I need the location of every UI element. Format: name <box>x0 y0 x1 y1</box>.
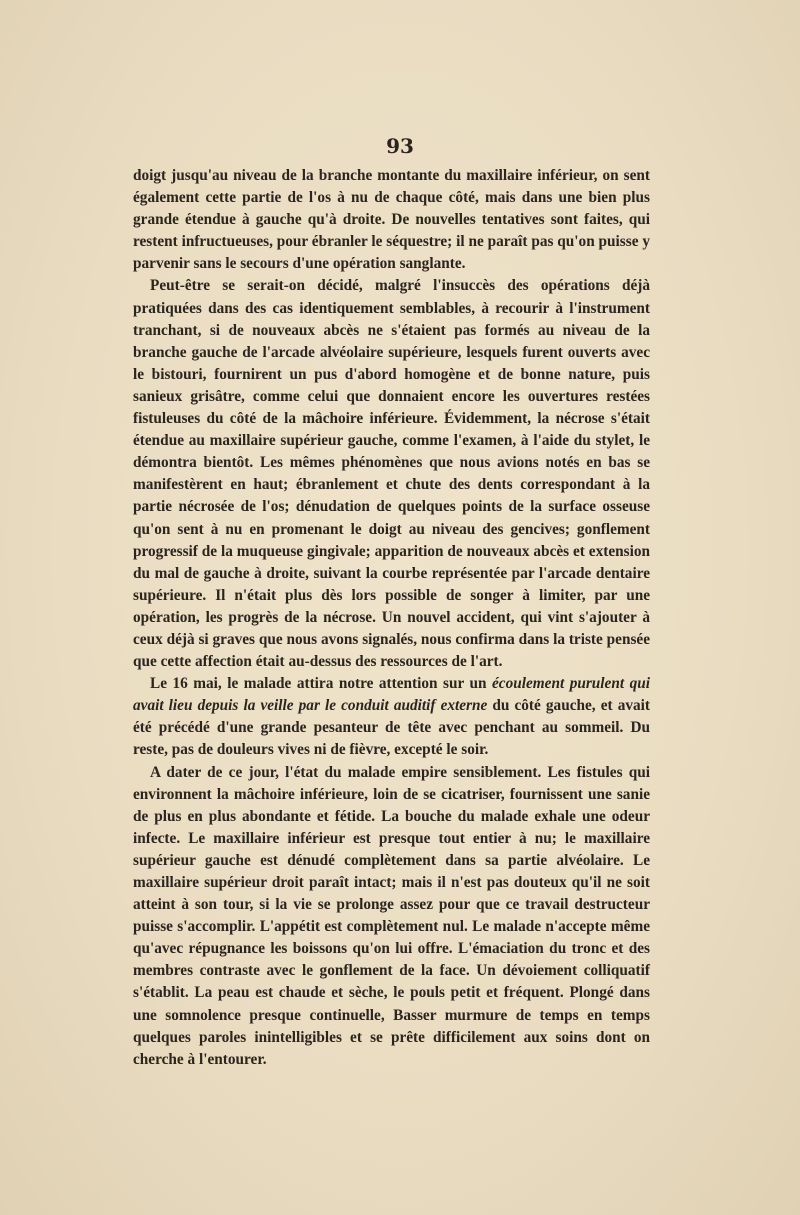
paragraph-4: A dater de ce jour, l'état du malade empire sensiblement. Les fistules qui environnent la mâchoire inférieure, loin de se cicatriser, fournissent une sanie de plus en plus abondante et fétide. La bouche du malade exhale une odeur infecte. Le maxillaire inférieur est presque tout entier à nu; le maxillaire supérieur gauche est dénudé complètement dans sa partie alvéolaire. Le maxillaire supérieur droit paraît intact; mais il n'est pas douteux qu'il ne soit atteint à son tour, si la vie se prolonge assez pour que ce travail destructeur puisse s'accomplir. L'appétit est complètement nul. Le malade n'accepte même qu'avec répugnance les boissons qu'on lui offre. L'émaciation du tronc et des membres contraste avec le gonflement de la face. Un dévoiement colliquatif s'établit. La peau est chaude et sèche, le pouls petit et fréquent. Plongé dans une somnolence presque continuelle, Basser murmure de temps en temps quelques paroles inintelligibles et se prête difficilement aux soins dont on cherche à l'entourer. <box>133 763 650 1068</box>
paragraph-3 <box>133 673 650 761</box>
paragraph-3-italic: écoulement purulent qui avait lieu depuis la veille par le conduit auditif externe <box>133 675 651 715</box>
paragraph-2: Peut-être se serait-on décidé, malgré l'insuccès des opérations déjà pratiquées dans des cas identiquement semblables, à recourir à l'instrument tranchant, si de nouveaux abcès ne s'étaient pas formés au niveau de la branche gauche de l'arcade alvéolaire supérieure, lesquels furent ouverts avec le bistouri, fournirent un pus d'abord homogène et de bonne nature, puis sanieux grisâtre, comme celui que donnaient encore les ouvertures restées fistuleuses du côté de la mâchoire inférieure. Évidemment, la nécrose s'était étendue au maxillaire supérieur gauche, comme l'examen, à l'aide du stylet, le démontra bientôt. Les mêmes phénomènes que nous avions notés en bas se manifestèrent en haut; ébranlement et chute des dents correspondant à la partie nécrosée de l'os; dénudation de quelques points de la surface osseuse qu'on sent à nu en promenant le doigt au niveau des gencives; gonflement progressif de la muqueuse gingivale; apparition de nouveaux abcès et extension du mal de gauche à droite, suivant la courbe représentée par l'arcade dentaire supérieure. Il n'était plus dès lors possible de songer à limiter, par une opération, les progrès de la nécrose. Un nouvel accident, qui vint s'ajouter à ceux déjà si graves que nous avons signalés, nous confirma dans la triste pensée que cette affection était au-dessus des ressources de l'art. <box>133 277 650 671</box>
paragraph-1: doigt jusqu'au niveau de la branche montante du maxillaire inférieur, on sent également cette partie de l'os à nu de chaque côté, mais dans une bien plus grande étendue à gauche qu'à droite. De nouvelles tentatives sont faites, qui restent infructueuses, pour ébranler le séquestre; il ne paraît pas qu'on puisse y parvenir sans le secours d'une opération sanglante. <box>133 167 650 273</box>
page-number: 93 <box>386 134 414 158</box>
body-text <box>133 165 650 1071</box>
paragraph-3-start: Le 16 mai, le malade attira notre attention sur un <box>150 675 492 693</box>
paragraph-3-end: du côté gauche, et avait été précédé d'une grande pesanteur de tête avec penchant au sommeil. Du reste, pas de douleurs vives ni de fièvre, excepté le soir. <box>133 697 650 759</box>
